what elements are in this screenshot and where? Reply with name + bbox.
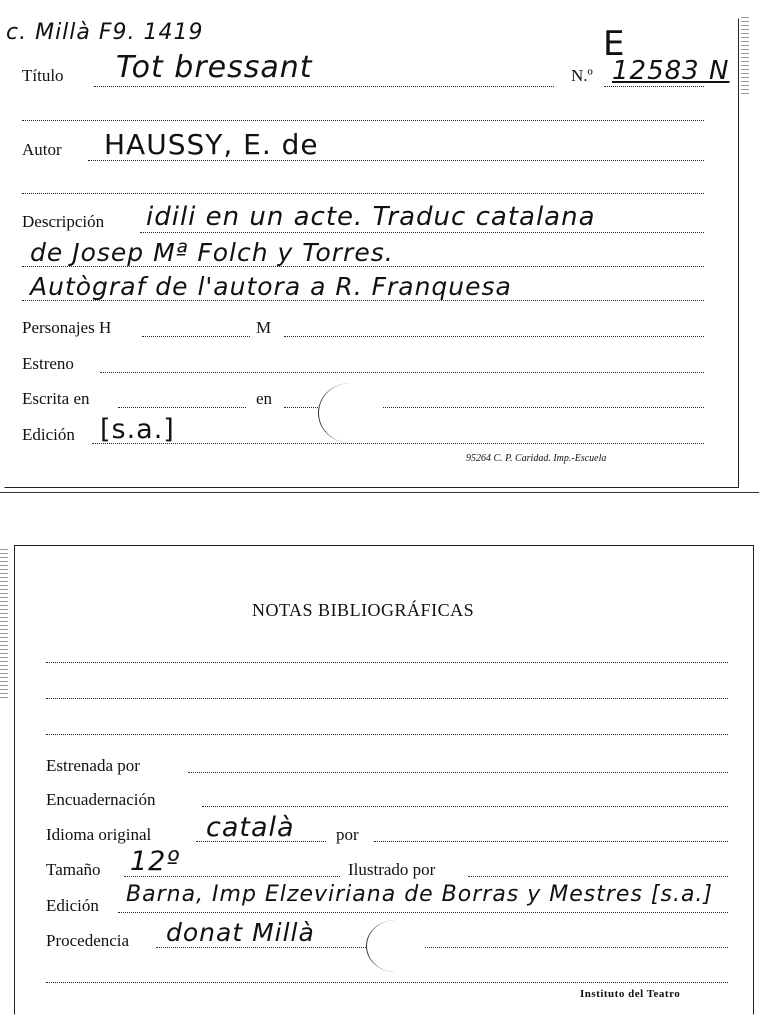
idioma-por-label: por [336, 825, 359, 844]
ilustrado-label: Ilustrado por [348, 860, 436, 879]
idioma-label: Idioma original [46, 825, 152, 844]
autor-value: HAUSSY, E. de [104, 128, 319, 161]
escrita-label: Escrita en [22, 389, 90, 408]
letter-mark: E [603, 24, 626, 64]
descripcion-line-1: idili en un acte. Traduc catalana [146, 202, 596, 232]
card-divider [0, 492, 759, 493]
autor-label: Autor [22, 140, 62, 159]
descripcion-line-2: de Josep Mª Folch y Torres. [30, 238, 394, 267]
paper-blot [318, 383, 383, 443]
estrenada-label: Estrenada por [46, 756, 140, 775]
titulo-label: Título [22, 66, 64, 85]
tamano-label: Tamaño [46, 860, 101, 879]
descripcion-label: Descripción [22, 212, 105, 231]
corner-note: c. Millà F9. 1419 [6, 20, 204, 45]
back-edicion-label: Edición [46, 896, 99, 915]
escrita-en-label: en [256, 389, 273, 408]
numero-value: 12583 N [612, 56, 730, 86]
encuadernacion-label: Encuadernación [46, 790, 156, 809]
idioma-value: català [206, 812, 295, 843]
personajes-label: Personajes H [22, 318, 112, 337]
edicion-label: Edición [22, 425, 75, 444]
procedencia-label: Procedencia [46, 931, 130, 950]
procedencia-value: donat Millà [166, 918, 315, 947]
estreno-label: Estreno [22, 354, 74, 373]
edicion-value: [s.a.] [100, 414, 175, 445]
titulo-value: Tot bressant [116, 50, 313, 85]
descripcion-line-3: Autògraf de l'autora a R. Franquesa [30, 272, 512, 301]
numero-label: N.º [571, 66, 593, 85]
back-heading: NOTAS BIBLIOGRÁFICAS [252, 600, 475, 620]
back-edicion-value: Barna, Imp Elzeviriana de Borras y Mestres [s.a.] [126, 882, 714, 907]
tamano-value: 12º [130, 846, 181, 877]
paper-blot-back [366, 920, 425, 972]
personajes-m-label: M [256, 318, 272, 337]
printer-imprint: 95264 C. P. Caridad. Imp.-Escuela [466, 453, 607, 464]
institution-imprint: Instituto del Teatro [580, 988, 681, 1000]
